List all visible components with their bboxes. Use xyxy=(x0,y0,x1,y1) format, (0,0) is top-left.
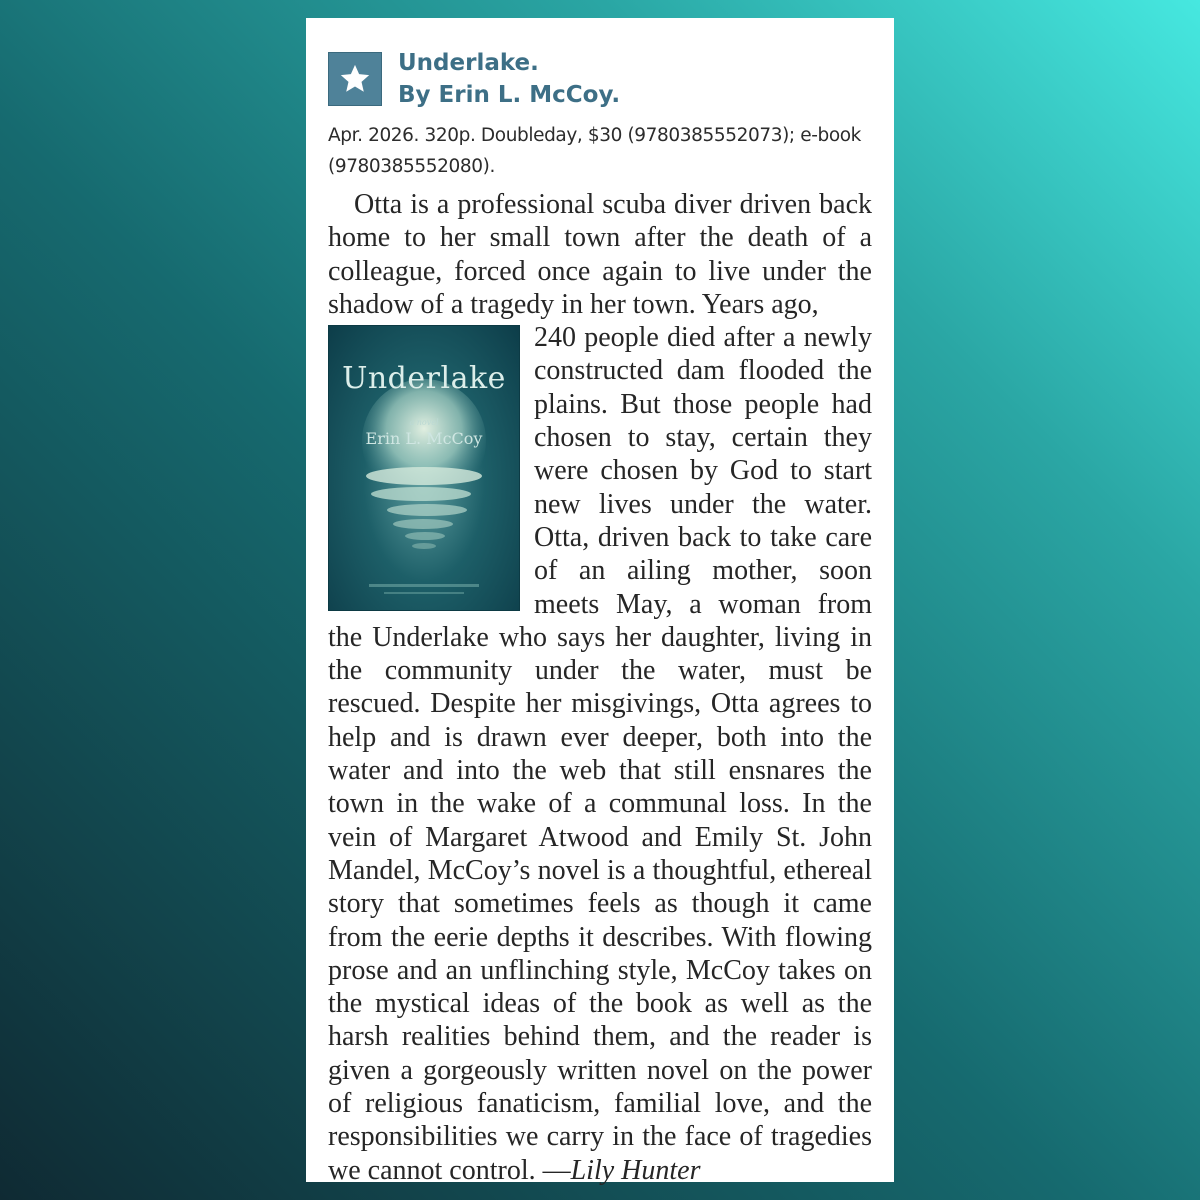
publication-info: Apr. 2026. 320p. Doubleday, $30 (9780385552073); e-book (9780385552080). xyxy=(328,125,861,177)
review-header xyxy=(328,34,872,108)
reviewer-name: Lily Hunter xyxy=(570,1154,701,1186)
review-body xyxy=(328,188,872,1187)
review-text-intro: Otta is a professional scuba diver driven back home to her small town after the death of a colleague, forced once again to live under the shadow of a tragedy in her town. Years ago, xyxy=(328,189,872,320)
book-cover-image xyxy=(328,325,520,611)
review-card xyxy=(306,18,894,1186)
book-title: Underlake. xyxy=(398,50,539,76)
cover-author: Erin L. McCoy xyxy=(365,429,483,449)
starred-review-badge xyxy=(328,52,382,106)
star-icon xyxy=(338,62,372,96)
cover-title: Underlake xyxy=(342,361,506,397)
cover-subtitle: a novel xyxy=(409,418,439,428)
review-text-main: 240 people died after a newly constructed dam flooded the plains. But those people had chosen to stay, certain they were chosen by God to start new lives under the water. Otta, driven back to take care of an ailing mother, soon meets May, a woman from the Underlake who says her daughter, living in the community under the water, must be rescued. Despite her misgivings, Otta agrees to help and is drawn ever deeper, both into the water and into the web that still ensnares the town in the wake of a communal loss. In the vein of Margaret Atwood and Emily St. John Mandel, McCoy’s novel is a thoughtful, ethereal story that sometimes feels as though it came from the eerie depths it describes. With flowing prose and an unflinching style, McCoy takes on the mystical ideas of the book as well as the harsh realities behind them, and the reader is given a gorgeously written novel on the power of religious fanaticism, familial love, and the responsibilities we carry in the face of tragedies we cannot control. — xyxy=(328,322,872,1186)
book-author: By Erin L. McCoy. xyxy=(398,82,621,108)
